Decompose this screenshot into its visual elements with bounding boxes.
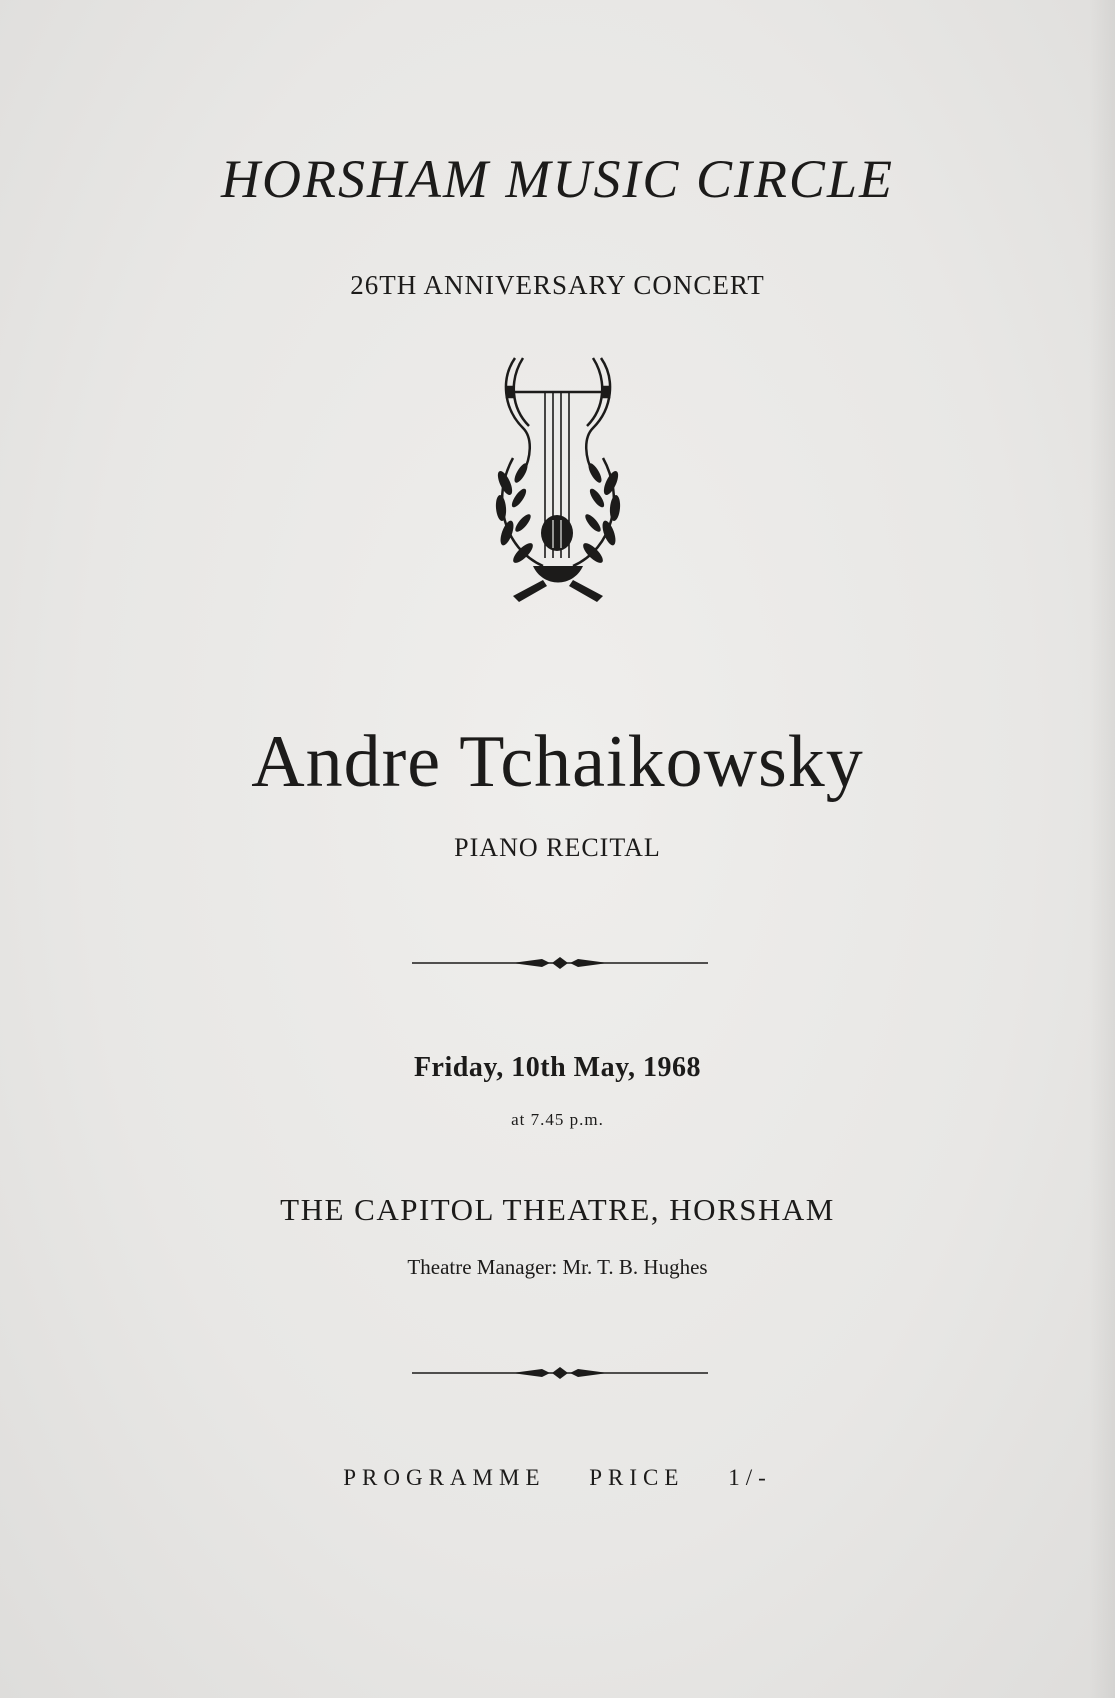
organisation-title: HORSHAM MUSIC CIRCLE [221, 149, 894, 209]
price-value: 1/- [728, 1465, 772, 1490]
recital-type: PIANO RECITAL [454, 833, 661, 862]
programme-price [0, 1465, 1115, 1491]
concert-time: at 7.45 p.m. [511, 1110, 604, 1129]
lyre-icon [483, 348, 633, 608]
concert-date: Friday, 10th May, 1968 [413, 1052, 702, 1083]
ornamental-divider [412, 953, 708, 973]
price-label: PRICE [589, 1465, 685, 1490]
performer-name: Andre Tchaikowsky [251, 721, 864, 803]
event-subtitle: 26TH ANNIVERSARY CONCERT [350, 270, 765, 300]
theatre-manager: Theatre Manager: Mr. T. B. Hughes [407, 1255, 708, 1279]
programme-label: PROGRAMME [343, 1465, 546, 1490]
ornamental-divider [412, 1363, 708, 1383]
venue-name: THE CAPITOL THEATRE, HORSHAM [280, 1192, 835, 1227]
